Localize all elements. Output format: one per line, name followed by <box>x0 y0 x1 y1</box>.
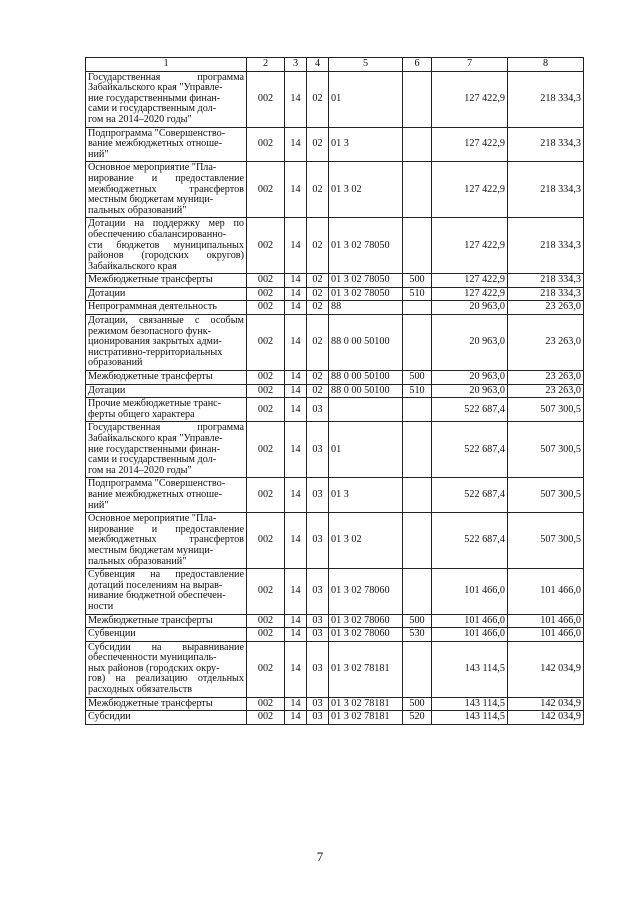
target-code: 01 3 <box>329 478 403 513</box>
row-name: Межбюджетные трансферты <box>86 614 247 628</box>
expense-type-code: 510 <box>403 384 432 398</box>
table-header-row <box>86 58 584 72</box>
target-code <box>329 398 403 422</box>
subsection-code: 03 <box>307 478 329 513</box>
table-row <box>86 422 584 478</box>
section-code: 14 <box>285 127 307 162</box>
section-code: 14 <box>285 569 307 614</box>
subsection-code: 03 <box>307 398 329 422</box>
expense-type-code <box>403 569 432 614</box>
column-header-2: 2 <box>247 58 285 72</box>
expense-type-code <box>403 315 432 371</box>
expense-type-code: 520 <box>403 711 432 725</box>
admin-code: 002 <box>247 287 285 301</box>
amount-col-7: 101 466,0 <box>432 569 508 614</box>
expense-type-code <box>403 478 432 513</box>
column-header-7: 7 <box>432 58 508 72</box>
section-code: 14 <box>285 614 307 628</box>
row-name: Государственная программа Забайкальского края "Управле- ние государственными финан- сами и государственным дол- гом на 2014–2020 годы" <box>86 422 247 478</box>
row-name: Субвенция на предоставление дотаций поселениям на вырав- нивание бюджетной обеспечен- ности <box>86 569 247 614</box>
subsection-code: 02 <box>307 384 329 398</box>
amount-col-7: 522 687,4 <box>432 513 508 569</box>
subsection-code: 02 <box>307 371 329 385</box>
subsection-code: 02 <box>307 301 329 315</box>
table-row <box>86 641 584 697</box>
row-name: Межбюджетные трансферты <box>86 274 247 288</box>
row-name: Подпрограмма "Совершенство- вание межбюджетных отноше- ний" <box>86 478 247 513</box>
target-code: 88 0 00 50100 <box>329 384 403 398</box>
section-code: 14 <box>285 162 307 218</box>
target-code: 01 3 02 <box>329 162 403 218</box>
subsection-code: 03 <box>307 422 329 478</box>
row-name: Непрограммная деятельность <box>86 301 247 315</box>
admin-code: 002 <box>247 274 285 288</box>
target-code: 88 0 00 50100 <box>329 315 403 371</box>
expense-type-code <box>403 422 432 478</box>
row-name: Дотации <box>86 287 247 301</box>
admin-code: 002 <box>247 478 285 513</box>
subsection-code: 03 <box>307 513 329 569</box>
table-body <box>86 71 584 724</box>
expense-type-code <box>403 218 432 274</box>
section-code: 14 <box>285 697 307 711</box>
target-code: 01 3 02 78181 <box>329 711 403 725</box>
amount-col-7: 143 114,5 <box>432 697 508 711</box>
expense-type-code <box>403 127 432 162</box>
admin-code: 002 <box>247 127 285 162</box>
admin-code: 002 <box>247 422 285 478</box>
amount-col-7: 127 422,9 <box>432 127 508 162</box>
column-header-6: 6 <box>403 58 432 72</box>
table-row <box>86 478 584 513</box>
admin-code: 002 <box>247 697 285 711</box>
expense-type-code <box>403 398 432 422</box>
section-code: 14 <box>285 274 307 288</box>
admin-code: 002 <box>247 398 285 422</box>
admin-code: 002 <box>247 628 285 642</box>
amount-col-8: 142 034,9 <box>508 641 584 697</box>
column-header-1: 1 <box>86 58 247 72</box>
row-name: Основное мероприятие "Пла- нирование и предоставление межбюджетных трансфертов местным бюджетам муници- пальных образований" <box>86 513 247 569</box>
row-name: Субсидии на выравнивание обеспеченности муниципаль- ных районов (городских окру- гов) на реализацию отдельных расходных обязательств <box>86 641 247 697</box>
admin-code: 002 <box>247 641 285 697</box>
section-code: 14 <box>285 422 307 478</box>
subsection-code: 03 <box>307 697 329 711</box>
row-name: Субсидии <box>86 711 247 725</box>
table-row <box>86 287 584 301</box>
amount-col-7: 20 963,0 <box>432 315 508 371</box>
column-header-5: 5 <box>329 58 403 72</box>
subsection-code: 02 <box>307 315 329 371</box>
admin-code: 002 <box>247 301 285 315</box>
expense-type-code: 500 <box>403 274 432 288</box>
target-code: 01 3 02 78050 <box>329 218 403 274</box>
expense-type-code <box>403 641 432 697</box>
section-code: 14 <box>285 398 307 422</box>
subsection-code: 03 <box>307 614 329 628</box>
admin-code: 002 <box>247 218 285 274</box>
section-code: 14 <box>285 315 307 371</box>
target-code: 01 3 02 78181 <box>329 697 403 711</box>
amount-col-8: 218 334,3 <box>508 274 584 288</box>
subsection-code: 03 <box>307 711 329 725</box>
row-name: Дотации на поддержку мер по обеспечению сбалансированно- сти бюджетов муниципальных районов (городских округов) Забайкальского края <box>86 218 247 274</box>
table-row <box>86 301 584 315</box>
row-name: Межбюджетные трансферты <box>86 371 247 385</box>
subsection-code: 02 <box>307 287 329 301</box>
subsection-code: 03 <box>307 641 329 697</box>
amount-col-8: 218 334,3 <box>508 287 584 301</box>
subsection-code: 03 <box>307 569 329 614</box>
row-name: Прочие межбюджетные транс- ферты общего характера <box>86 398 247 422</box>
amount-col-8: 101 466,0 <box>508 569 584 614</box>
section-code: 14 <box>285 711 307 725</box>
target-code: 01 3 02 78060 <box>329 614 403 628</box>
row-name: Подпрограмма "Совершенство- вание межбюджетных отноше- ний" <box>86 127 247 162</box>
budget-table <box>85 57 584 725</box>
target-code: 01 3 02 78050 <box>329 287 403 301</box>
subsection-code: 02 <box>307 71 329 127</box>
table-row <box>86 614 584 628</box>
admin-code: 002 <box>247 371 285 385</box>
target-code: 01 3 02 78050 <box>329 274 403 288</box>
subsection-code: 02 <box>307 127 329 162</box>
table-row <box>86 569 584 614</box>
section-code: 14 <box>285 371 307 385</box>
amount-col-7: 143 114,5 <box>432 641 508 697</box>
table-row <box>86 218 584 274</box>
amount-col-7: 101 466,0 <box>432 628 508 642</box>
amount-col-8: 218 334,3 <box>508 127 584 162</box>
amount-col-7: 522 687,4 <box>432 478 508 513</box>
amount-col-7: 127 422,9 <box>432 274 508 288</box>
target-code: 01 3 02 78060 <box>329 628 403 642</box>
table-row <box>86 274 584 288</box>
amount-col-8: 142 034,9 <box>508 711 584 725</box>
expense-type-code: 510 <box>403 287 432 301</box>
expense-type-code: 530 <box>403 628 432 642</box>
table-row <box>86 384 584 398</box>
table-row <box>86 371 584 385</box>
subsection-code: 02 <box>307 162 329 218</box>
admin-code: 002 <box>247 384 285 398</box>
amount-col-8: 507 300,5 <box>508 478 584 513</box>
amount-col-7: 143 114,5 <box>432 711 508 725</box>
amount-col-7: 522 687,4 <box>432 422 508 478</box>
expense-type-code: 500 <box>403 614 432 628</box>
section-code: 14 <box>285 513 307 569</box>
section-code: 14 <box>285 384 307 398</box>
target-code: 01 <box>329 71 403 127</box>
admin-code: 002 <box>247 569 285 614</box>
admin-code: 002 <box>247 162 285 218</box>
amount-col-7: 127 422,9 <box>432 218 508 274</box>
table-row <box>86 127 584 162</box>
subsection-code: 02 <box>307 218 329 274</box>
row-name: Дотации <box>86 384 247 398</box>
table-row <box>86 628 584 642</box>
amount-col-8: 507 300,5 <box>508 398 584 422</box>
section-code: 14 <box>285 301 307 315</box>
expense-type-code <box>403 162 432 218</box>
row-name: Основное мероприятие "Пла- нирование и предоставление межбюджетных трансфертов местным бюджетам муници- пальных образований" <box>86 162 247 218</box>
subsection-code: 02 <box>307 274 329 288</box>
amount-col-8: 218 334,3 <box>508 162 584 218</box>
table-row <box>86 711 584 725</box>
table-row <box>86 162 584 218</box>
row-name: Дотации, связанные с особым режимом безопасного функ- ционирования закрытых адми- нистративно-территориальных образований <box>86 315 247 371</box>
row-name: Государственная программа Забайкальского края "Управле- ние государственными финан- сами и государственным дол- гом на 2014–2020 годы" <box>86 71 247 127</box>
expense-type-code <box>403 71 432 127</box>
column-header-4: 4 <box>307 58 329 72</box>
amount-col-8: 142 034,9 <box>508 697 584 711</box>
amount-col-7: 127 422,9 <box>432 71 508 127</box>
admin-code: 002 <box>247 315 285 371</box>
amount-col-8: 23 263,0 <box>508 315 584 371</box>
row-name: Межбюджетные трансферты <box>86 697 247 711</box>
target-code: 01 3 02 78181 <box>329 641 403 697</box>
target-code: 01 3 <box>329 127 403 162</box>
target-code: 01 3 02 <box>329 513 403 569</box>
table-row <box>86 71 584 127</box>
subsection-code: 03 <box>307 628 329 642</box>
expense-type-code <box>403 513 432 569</box>
amount-col-7: 127 422,9 <box>432 162 508 218</box>
section-code: 14 <box>285 478 307 513</box>
amount-col-8: 218 334,3 <box>508 218 584 274</box>
table-row <box>86 697 584 711</box>
amount-col-8: 23 263,0 <box>508 371 584 385</box>
admin-code: 002 <box>247 71 285 127</box>
table-row <box>86 513 584 569</box>
amount-col-8: 23 263,0 <box>508 384 584 398</box>
page-number: 7 <box>316 849 324 864</box>
section-code: 14 <box>285 218 307 274</box>
column-header-3: 3 <box>285 58 307 72</box>
amount-col-8: 101 466,0 <box>508 614 584 628</box>
target-code: 88 0 00 50100 <box>329 371 403 385</box>
admin-code: 002 <box>247 614 285 628</box>
table-row <box>86 398 584 422</box>
amount-col-7: 127 422,9 <box>432 287 508 301</box>
expense-type-code <box>403 301 432 315</box>
column-header-8: 8 <box>508 58 584 72</box>
section-code: 14 <box>285 287 307 301</box>
amount-col-7: 20 963,0 <box>432 301 508 315</box>
target-code: 88 <box>329 301 403 315</box>
section-code: 14 <box>285 628 307 642</box>
amount-col-7: 101 466,0 <box>432 614 508 628</box>
section-code: 14 <box>285 71 307 127</box>
amount-col-8: 218 334,3 <box>508 71 584 127</box>
section-code: 14 <box>285 641 307 697</box>
admin-code: 002 <box>247 513 285 569</box>
target-code: 01 3 02 78060 <box>329 569 403 614</box>
amount-col-8: 507 300,5 <box>508 422 584 478</box>
admin-code: 002 <box>247 711 285 725</box>
expense-type-code: 500 <box>403 371 432 385</box>
table-row <box>86 315 584 371</box>
amount-col-8: 101 466,0 <box>508 628 584 642</box>
target-code: 01 <box>329 422 403 478</box>
amount-col-7: 522 687,4 <box>432 398 508 422</box>
amount-col-7: 20 963,0 <box>432 371 508 385</box>
amount-col-7: 20 963,0 <box>432 384 508 398</box>
row-name: Субвенции <box>86 628 247 642</box>
amount-col-8: 23 263,0 <box>508 301 584 315</box>
expense-type-code: 500 <box>403 697 432 711</box>
amount-col-8: 507 300,5 <box>508 513 584 569</box>
